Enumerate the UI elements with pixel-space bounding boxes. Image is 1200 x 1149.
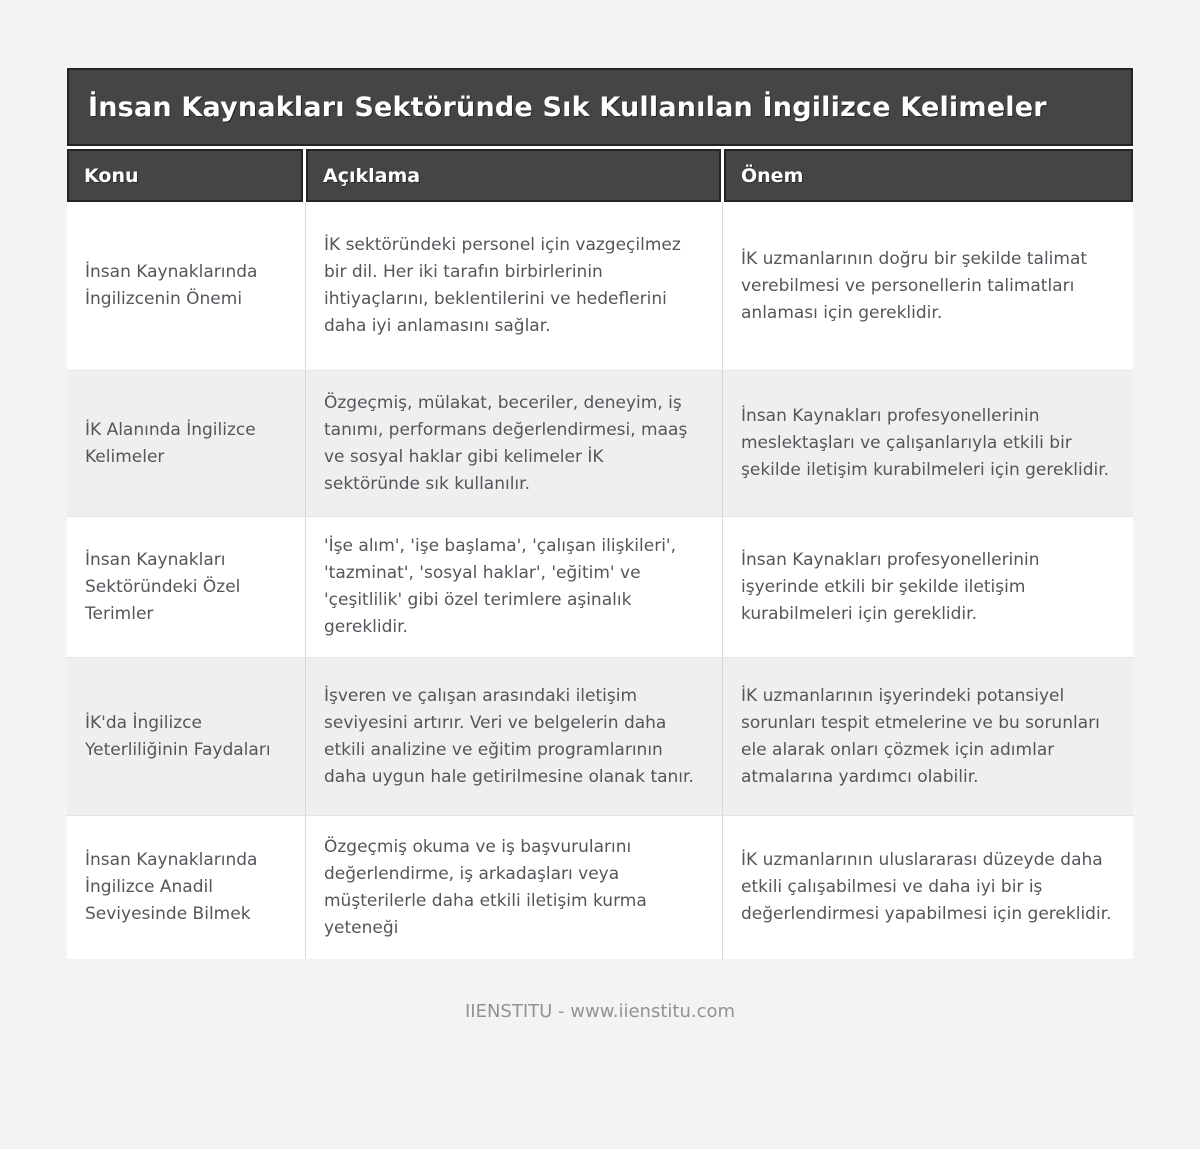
cell-konu: İK Alanında İngilizce Kelimeler — [85, 419, 256, 467]
footer-attribution: IIENSTITU - www.iienstitu.com — [464, 1001, 736, 1022]
table-row — [67, 202, 1133, 370]
table-row — [67, 657, 1133, 815]
column-header-onem: Önem — [724, 149, 1133, 202]
table-body — [67, 202, 1133, 959]
cell-onem: İK uzmanlarının uluslararası düzeyde daha etkili çalışabilmesi ve daha iyi bir iş değerlendirmesi yapabilmesi için gereklidir. — [722, 816, 1133, 959]
cell-aciklama: İşveren ve çalışan arasındaki iletişim seviyesini artırır. Veri ve belgelerin daha etkili analizine ve eğitim programlarının daha uygun hale getirilmesine olanak tanır. — [305, 658, 722, 815]
cell-aciklama: Özgeçmiş okuma ve iş başvurularını değerlendirme, iş arkadaşları veya müşterilerle daha etkili iletişim kurma yeteneği — [305, 816, 722, 959]
cell-konu: İnsan Kaynaklarında İngilizcenin Önemi — [85, 262, 258, 309]
cell-konu: İnsan Kaynakları Sektöründeki Özel Terimler — [85, 549, 241, 624]
cell-konu: İK'da İngilizce Yeterliliğinin Faydaları — [85, 712, 271, 760]
cell-onem: İK uzmanlarının işyerindeki potansiyel sorunları tespit etmelerine ve bu sorunları ele alarak onları çözmek için adımlar atmalarına yardımcı olabilir. — [722, 658, 1133, 815]
title-bar — [67, 68, 1133, 146]
page-title: İnsan Kaynakları Sektöründe Sık Kullanılan İngilizce Kelimeler — [88, 91, 1047, 123]
table-row — [67, 815, 1133, 959]
cell-aciklama: İK sektöründeki personel için vazgeçilmez bir dil. Her iki tarafın birbirlerinin ihtiyaçlarını, beklentilerini ve hedeflerini daha iyi anlamasını sağlar. — [305, 202, 722, 370]
cell-onem: İnsan Kaynakları profesyonellerinin işyerinde etkili bir şekilde iletişim kurabilmeleri için gereklidir. — [722, 517, 1133, 657]
table-header-row — [67, 149, 1133, 202]
cell-aciklama: 'İşe alım', 'işe başlama', 'çalışan ilişkileri', 'tazminat', 'sosyal haklar', 'eğitim' ve 'çeşitlilik' gibi özel terimlere aşinalık gereklidir. — [305, 517, 722, 657]
cell-onem: İK uzmanlarının doğru bir şekilde talimat verebilmesi ve personellerin talimatları anlaması için gereklidir. — [722, 202, 1133, 370]
content-card — [67, 68, 1133, 959]
cell-konu: İnsan Kaynaklarında İngilizce Anadil Seviyesinde Bilmek — [85, 850, 258, 924]
table-row — [67, 516, 1133, 657]
cell-onem: İnsan Kaynakları profesyonellerinin meslektaşları ve çalışanlarıyla etkili bir şekilde iletişim kurabilmeleri için gereklidir. — [722, 371, 1133, 516]
cell-aciklama: Özgeçmiş, mülakat, beceriler, deneyim, iş tanımı, performans değerlendirmesi, maaş ve sosyal haklar gibi kelimeler İK sektöründe sık kullanılır. — [305, 371, 722, 516]
column-header-konu: Konu — [67, 149, 303, 202]
column-header-aciklama: Açıklama — [306, 149, 721, 202]
table-row — [67, 370, 1133, 516]
